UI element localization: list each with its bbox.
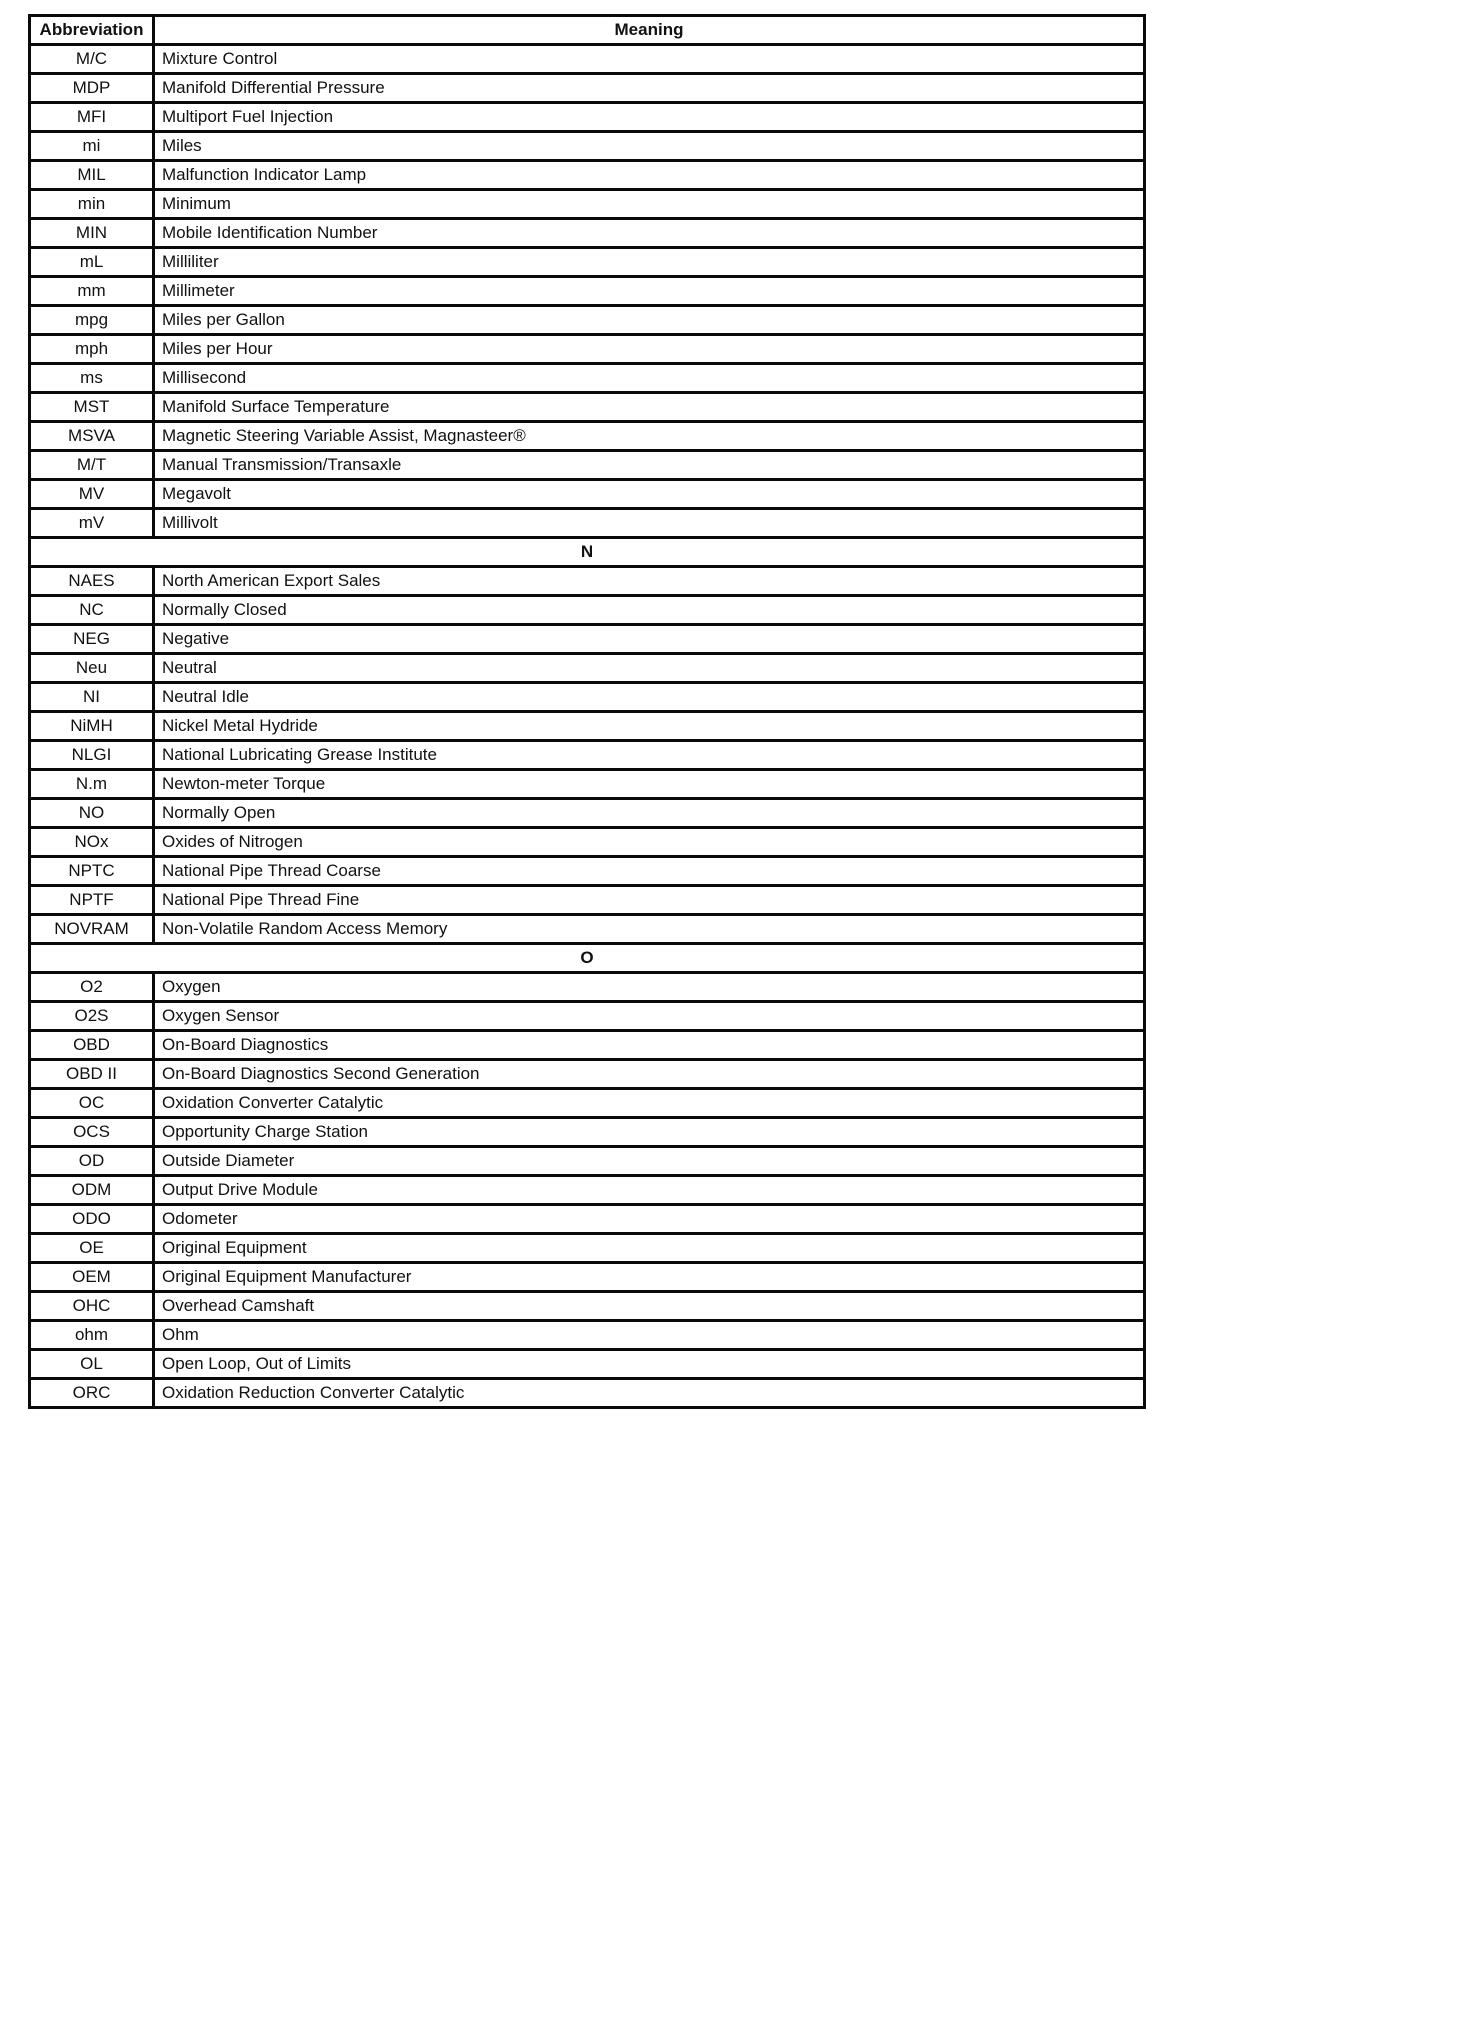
abbreviation-cell: NO [30, 799, 154, 828]
meaning-cell: Normally Closed [154, 596, 1145, 625]
abbreviation-cell: NI [30, 683, 154, 712]
meaning-cell: Nickel Metal Hydride [154, 712, 1145, 741]
meaning-cell: National Pipe Thread Fine [154, 886, 1145, 915]
meaning-cell: On-Board Diagnostics [154, 1031, 1145, 1060]
meaning-cell: Original Equipment Manufacturer [154, 1263, 1145, 1292]
meaning-cell: Minimum [154, 190, 1145, 219]
meaning-cell: National Pipe Thread Coarse [154, 857, 1145, 886]
section-header-row [30, 538, 1145, 567]
meaning-cell: Oxidation Reduction Converter Catalytic [154, 1379, 1145, 1408]
meaning-cell: Malfunction Indicator Lamp [154, 161, 1145, 190]
abbreviation-cell: NPTC [30, 857, 154, 886]
table-row [30, 712, 1145, 741]
meaning-cell: Normally Open [154, 799, 1145, 828]
abbreviation-cell: NLGI [30, 741, 154, 770]
meaning-cell: Overhead Camshaft [154, 1292, 1145, 1321]
abbreviation-cell: ms [30, 364, 154, 393]
abbreviation-cell: min [30, 190, 154, 219]
meaning-cell: Millimeter [154, 277, 1145, 306]
table-body [30, 45, 1145, 1408]
table-row [30, 886, 1145, 915]
section-letter: N [30, 538, 1145, 567]
abbreviation-cell: MSVA [30, 422, 154, 451]
table-row [30, 1060, 1145, 1089]
meaning-cell: Miles [154, 132, 1145, 161]
abbreviation-cell: MIL [30, 161, 154, 190]
abbreviation-cell: NC [30, 596, 154, 625]
meaning-cell: Manifold Differential Pressure [154, 74, 1145, 103]
abbreviation-cell: MIN [30, 219, 154, 248]
table-row [30, 596, 1145, 625]
abbreviation-cell: mL [30, 248, 154, 277]
abbreviation-cell: MDP [30, 74, 154, 103]
table-row [30, 973, 1145, 1002]
meaning-cell: Open Loop, Out of Limits [154, 1350, 1145, 1379]
meaning-cell: Odometer [154, 1205, 1145, 1234]
meaning-cell: Negative [154, 625, 1145, 654]
table-row [30, 1031, 1145, 1060]
meaning-cell: Multiport Fuel Injection [154, 103, 1145, 132]
table-row [30, 770, 1145, 799]
abbreviation-cell: MFI [30, 103, 154, 132]
abbreviation-cell: ORC [30, 1379, 154, 1408]
abbreviation-cell: NOx [30, 828, 154, 857]
table-row [30, 277, 1145, 306]
table-row [30, 1118, 1145, 1147]
meaning-cell: Neutral Idle [154, 683, 1145, 712]
abbreviation-cell: mpg [30, 306, 154, 335]
meaning-cell: National Lubricating Grease Institute [154, 741, 1145, 770]
table-row [30, 1350, 1145, 1379]
abbreviation-cell: MV [30, 480, 154, 509]
column-header-meaning: Meaning [154, 16, 1145, 45]
table-row [30, 828, 1145, 857]
table-row [30, 915, 1145, 944]
abbreviation-cell: mV [30, 509, 154, 538]
abbreviation-cell: M/C [30, 45, 154, 74]
abbreviation-cell: ODM [30, 1176, 154, 1205]
abbreviation-cell: OD [30, 1147, 154, 1176]
table-row [30, 1176, 1145, 1205]
table-row [30, 1321, 1145, 1350]
meaning-cell: Oxidation Converter Catalytic [154, 1089, 1145, 1118]
table-row [30, 451, 1145, 480]
meaning-cell: Millivolt [154, 509, 1145, 538]
abbreviation-cell: NOVRAM [30, 915, 154, 944]
table-row [30, 1089, 1145, 1118]
table-row [30, 306, 1145, 335]
meaning-cell: Oxygen Sensor [154, 1002, 1145, 1031]
meaning-cell: Oxides of Nitrogen [154, 828, 1145, 857]
abbreviation-cell: ohm [30, 1321, 154, 1350]
meaning-cell: Ohm [154, 1321, 1145, 1350]
abbreviation-cell: OC [30, 1089, 154, 1118]
table-row [30, 1292, 1145, 1321]
abbreviation-cell: OE [30, 1234, 154, 1263]
table-row [30, 45, 1145, 74]
table-row [30, 683, 1145, 712]
table-row [30, 1234, 1145, 1263]
abbreviation-cell: Neu [30, 654, 154, 683]
meaning-cell: Mobile Identification Number [154, 219, 1145, 248]
table-row [30, 74, 1145, 103]
table-row [30, 1263, 1145, 1292]
table-row [30, 741, 1145, 770]
abbreviation-cell: mi [30, 132, 154, 161]
meaning-cell: Miles per Gallon [154, 306, 1145, 335]
meaning-cell: Magnetic Steering Variable Assist, Magnasteer® [154, 422, 1145, 451]
meaning-cell: Non-Volatile Random Access Memory [154, 915, 1145, 944]
abbreviation-cell: O2 [30, 973, 154, 1002]
table-row [30, 132, 1145, 161]
section-header-row [30, 944, 1145, 973]
abbreviation-cell: mph [30, 335, 154, 364]
meaning-cell: Original Equipment [154, 1234, 1145, 1263]
abbreviation-cell: NiMH [30, 712, 154, 741]
abbreviation-cell: ODO [30, 1205, 154, 1234]
abbreviation-cell: O2S [30, 1002, 154, 1031]
meaning-cell: Opportunity Charge Station [154, 1118, 1145, 1147]
abbreviation-cell: OEM [30, 1263, 154, 1292]
header-row [30, 16, 1145, 45]
abbreviation-cell: M/T [30, 451, 154, 480]
meaning-cell: Manifold Surface Temperature [154, 393, 1145, 422]
table-row [30, 335, 1145, 364]
table-row [30, 857, 1145, 886]
section-letter: O [30, 944, 1145, 973]
meaning-cell: Output Drive Module [154, 1176, 1145, 1205]
table-row [30, 480, 1145, 509]
abbreviation-cell: OCS [30, 1118, 154, 1147]
meaning-cell: Neutral [154, 654, 1145, 683]
meaning-cell: Newton-meter Torque [154, 770, 1145, 799]
meaning-cell: Millisecond [154, 364, 1145, 393]
table-row [30, 1147, 1145, 1176]
abbreviation-table [28, 14, 1146, 1409]
table-row [30, 103, 1145, 132]
meaning-cell: Miles per Hour [154, 335, 1145, 364]
meaning-cell: Megavolt [154, 480, 1145, 509]
table-row [30, 799, 1145, 828]
table-row [30, 364, 1145, 393]
table-row [30, 1205, 1145, 1234]
table-row [30, 509, 1145, 538]
abbreviation-cell: NPTF [30, 886, 154, 915]
table-row [30, 625, 1145, 654]
table-row [30, 248, 1145, 277]
table-row [30, 161, 1145, 190]
meaning-cell: Milliliter [154, 248, 1145, 277]
table-row [30, 219, 1145, 248]
meaning-cell: Oxygen [154, 973, 1145, 1002]
meaning-cell: On-Board Diagnostics Second Generation [154, 1060, 1145, 1089]
meaning-cell: Mixture Control [154, 45, 1145, 74]
table-row [30, 393, 1145, 422]
meaning-cell: Manual Transmission/Transaxle [154, 451, 1145, 480]
column-header-abbreviation: Abbreviation [30, 16, 154, 45]
abbreviation-cell: MST [30, 393, 154, 422]
table-row [30, 190, 1145, 219]
table-row [30, 422, 1145, 451]
abbreviation-cell: mm [30, 277, 154, 306]
abbreviation-cell: OL [30, 1350, 154, 1379]
abbreviation-cell: NAES [30, 567, 154, 596]
table-row [30, 1379, 1145, 1408]
table-row [30, 654, 1145, 683]
abbreviation-cell: NEG [30, 625, 154, 654]
abbreviation-cell: OBD II [30, 1060, 154, 1089]
abbreviation-cell: OHC [30, 1292, 154, 1321]
table-row [30, 1002, 1145, 1031]
abbreviation-cell: OBD [30, 1031, 154, 1060]
meaning-cell: Outside Diameter [154, 1147, 1145, 1176]
meaning-cell: North American Export Sales [154, 567, 1145, 596]
table-row [30, 567, 1145, 596]
abbreviation-cell: N.m [30, 770, 154, 799]
